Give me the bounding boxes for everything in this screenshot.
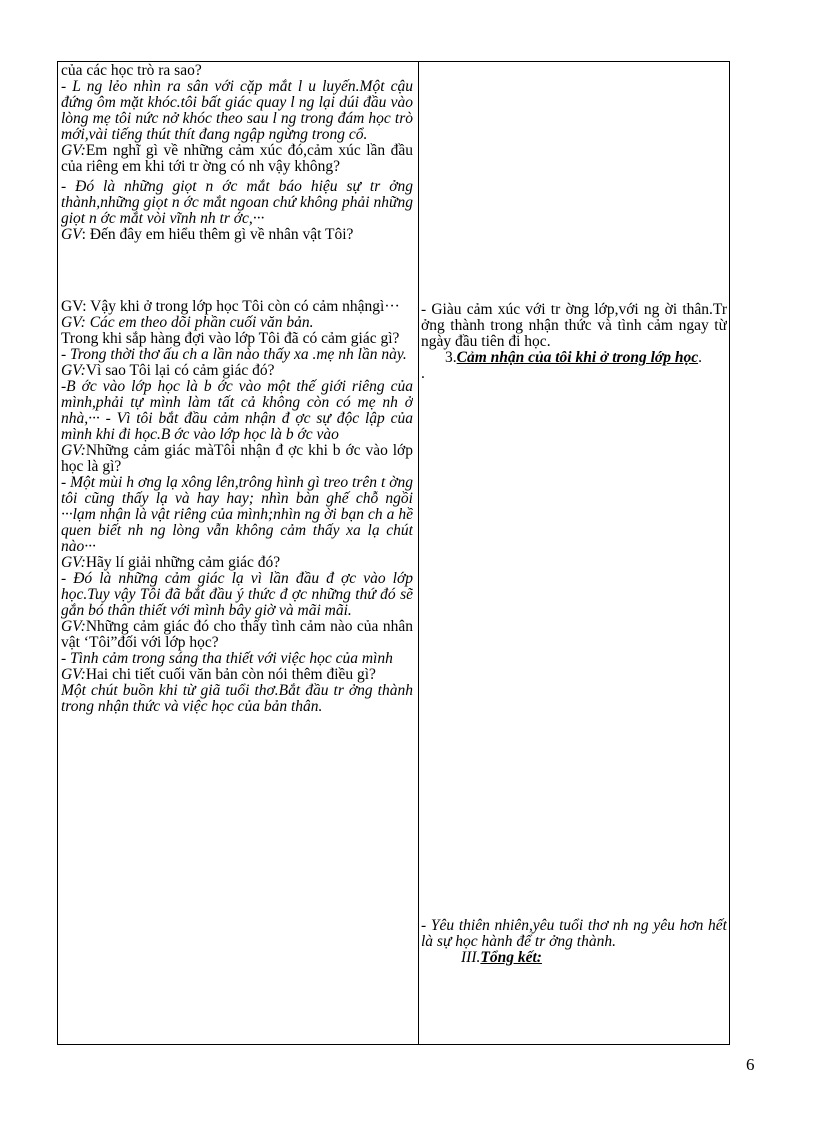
section-number: III.	[461, 949, 481, 966]
paragraph	[61, 619, 413, 651]
question-text: Vì sao Tôi lại có cảm giác đó?	[85, 362, 275, 379]
paragraph: .	[421, 365, 425, 382]
paragraph: - Giàu cảm xúc với tr ờng lớp,với ng ời thân.Tr ởng thành trong nhận thức và tình cảm ngay từ ngày đầu tiên đi học.	[421, 301, 727, 350]
paragraph	[61, 443, 413, 475]
paragraph	[61, 667, 413, 683]
question-text: Hãy lí giải những cảm giác đó?	[85, 554, 281, 571]
question-text: Em nghĩ gì về những cảm xúc đó,cảm xúc lần đầu của riêng em khi tới tr ờng có nh vậy không?	[61, 142, 413, 175]
paragraph	[61, 143, 413, 175]
lesson-table	[57, 61, 730, 1045]
gv-label: GV:	[61, 666, 86, 683]
paragraph: - Đó là những giọt n ớc mắt báo hiệu sự tr ởng thành,những giọt n ớc mắt ngoan chứ không phải những giọt n ớc mắt vòi vĩnh nh tr ớc,···	[61, 178, 413, 227]
paragraph: -B ớc vào lớp học là b ớc vào một thế giới riêng của mình,phải tự mình làm tất cả không còn có mẹ nh ở nhà,··· - Vì tôi bắt đầu cảm nhận đ ợc sự độc lập của mình khi đi học.B ớc vào lớp học là b ớc vào	[61, 378, 413, 443]
paragraph: Trong khi sắp hàng đợi vào lớp Tôi đã có cảm giác gì?	[61, 330, 400, 347]
question-text: Những cảm giác màTôi nhận đ ợc khi b ớc vào lớp học là gì?	[61, 442, 413, 475]
paragraph: GV: Các em theo dõi phần cuối văn bản.	[61, 314, 314, 331]
page-number: 6	[746, 1055, 755, 1074]
paragraph: - L ng lẻo nhìn ra sân với cặp mắt l u luyến.Một cậu đứng ôm mặt khóc.tôi bất giác quay l ng lại dúi đầu vào lòng mẹ tôi nức nở khóc theo sau l ng trong đám học trò mới,vài tiếng thút thít đang ngập ngừng trong cổ.	[61, 78, 413, 143]
gv-label: GV:	[61, 442, 86, 459]
paragraph: Một chút buồn khi từ giã tuổi thơ.Bắt đầu tr ởng thành trong nhận thức và việc học của bản thân.	[61, 682, 413, 715]
gv-label: GV	[61, 226, 82, 243]
paragraph: - Một mùi h ơng lạ xông lên,trông hình gì treo trên t ờng tôi cũng thấy lạ và hay hay; nhìn bàn ghế chỗ ngồi ···lạm nhận là vật riêng của mình;nhìn ng ời bạn ch a hề quen biết nh ng lòng vẫn không cảm thấy xa lạ chút nào···	[61, 474, 413, 555]
section-title: Cảm nhận của tôi khi ở trong lớp học	[456, 349, 699, 366]
question-text: : Đến đây em hiểu thêm gì về nhân vật Tôi?	[81, 226, 354, 243]
column-divider	[418, 62, 419, 1044]
section-heading	[421, 350, 727, 366]
paragraph	[61, 555, 413, 571]
content-column	[421, 62, 727, 966]
paragraph	[61, 227, 413, 243]
question-text: Những cảm giác đó cho thấy tình cảm nào của nhân vật ‘Tôi”đối với lớp học?	[61, 618, 413, 651]
section-title: Tổng kết:	[480, 949, 542, 966]
paragraph: GV: Vậy khi ở trong lớp học Tôi còn có cảm nhậngì···	[61, 298, 400, 315]
gv-label: GV:	[61, 362, 86, 379]
paragraph: - Đó là những cảm giác lạ vì lần đầu đ ợc vào lớp học.Tuy vậy Tôi đã bắt đầu ý thức đ ợc những thứ đó sẽ gắn bó thân thiết với mình bây giờ và mãi mãi.	[61, 570, 413, 619]
gv-label: GV:	[61, 142, 86, 159]
gv-label: GV:	[61, 554, 86, 571]
question-text: Hai chi tiết cuối văn bản còn nói thêm điều gì?	[85, 666, 376, 683]
paragraph: - Tình cảm trong sáng tha thiết với việc học của mình	[61, 650, 393, 667]
section-end: .	[698, 349, 702, 366]
paragraph: - Trong thời thơ ấu ch a lần nào thấy xa .mẹ nh lần này.	[61, 346, 407, 363]
section-number: 3.	[445, 349, 457, 366]
gv-label: GV:	[61, 618, 86, 635]
paragraph: của các học trò ra sao?	[61, 62, 202, 79]
paragraph	[61, 363, 413, 379]
paragraph: - Yêu thiên nhiên,yêu tuổi thơ nh ng yêu hơn hết là sự học hành để tr ởng thành.	[421, 917, 727, 950]
teacher-student-column	[61, 62, 413, 715]
section-heading	[421, 950, 727, 966]
